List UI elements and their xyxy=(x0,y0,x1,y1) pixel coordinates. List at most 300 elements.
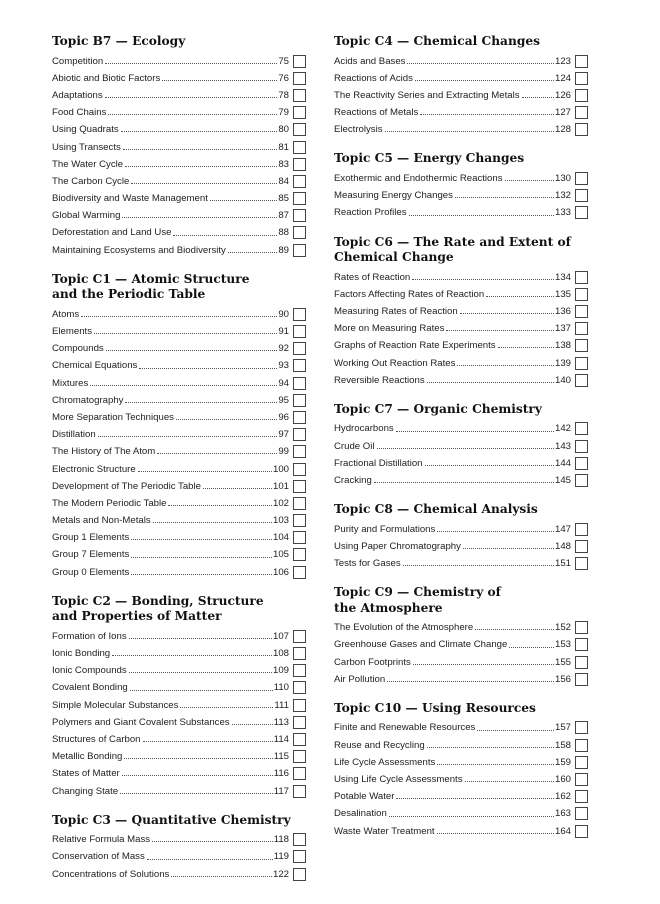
progress-checkbox[interactable] xyxy=(293,514,306,527)
progress-checkbox[interactable] xyxy=(293,850,306,863)
progress-checkbox[interactable] xyxy=(293,566,306,579)
dot-leader xyxy=(131,183,277,184)
entry-page-number: 115 xyxy=(273,751,289,763)
entry-label: Working Out Reaction Rates xyxy=(334,357,456,369)
entry-label: Polymers and Giant Covalent Substances xyxy=(52,716,230,728)
progress-checkbox[interactable] xyxy=(575,790,588,803)
contents-entry xyxy=(52,848,306,865)
contents-entry xyxy=(334,788,588,805)
contents-entry xyxy=(52,714,306,731)
contents-entry xyxy=(52,409,306,426)
progress-checkbox[interactable] xyxy=(575,457,588,470)
contents-entry xyxy=(52,392,306,409)
entry-label: Greenhouse Gases and Climate Change xyxy=(334,639,508,651)
dot-leader xyxy=(131,539,272,540)
entry-page-number: 84 xyxy=(278,175,289,187)
entry-page-number: 91 xyxy=(278,326,289,338)
entry-page-number: 124 xyxy=(554,72,571,84)
contents-entry xyxy=(334,521,588,538)
progress-checkbox[interactable] xyxy=(575,474,588,487)
entry-label: Graphs of Reaction Rate Experiments xyxy=(334,340,496,352)
entry-label: Air Pollution xyxy=(334,673,386,685)
entry-page-number: 155 xyxy=(554,656,571,668)
dot-leader xyxy=(162,80,277,81)
progress-checkbox[interactable] xyxy=(293,394,306,407)
progress-checkbox[interactable] xyxy=(293,411,306,424)
entry-page-number: 130 xyxy=(554,173,571,185)
progress-checkbox[interactable] xyxy=(293,548,306,561)
progress-checkbox[interactable] xyxy=(293,89,306,102)
dot-leader xyxy=(412,279,554,280)
dot-leader xyxy=(129,672,272,673)
dot-leader xyxy=(396,798,554,799)
entry-page-number: 93 xyxy=(278,360,289,372)
progress-checkbox[interactable] xyxy=(575,72,588,85)
topic-section xyxy=(334,585,588,688)
progress-checkbox[interactable] xyxy=(293,55,306,68)
dot-leader xyxy=(396,431,554,432)
entry-label: Atoms xyxy=(52,308,80,320)
contents-entry xyxy=(52,156,306,173)
topic-section xyxy=(334,402,588,489)
progress-checkbox[interactable] xyxy=(575,557,588,570)
progress-checkbox[interactable] xyxy=(293,480,306,493)
dot-leader xyxy=(125,402,277,403)
dot-leader xyxy=(168,505,272,506)
contents-entry xyxy=(52,765,306,782)
progress-checkbox[interactable] xyxy=(575,89,588,102)
contents-entry xyxy=(52,138,306,155)
entry-page-number: 119 xyxy=(273,851,289,863)
entry-page-number: 113 xyxy=(273,716,289,728)
dot-leader xyxy=(427,382,554,383)
contents-entry xyxy=(334,823,588,840)
entry-page-number: 83 xyxy=(278,158,289,170)
dot-leader xyxy=(94,333,277,334)
progress-checkbox[interactable] xyxy=(575,540,588,553)
dot-leader xyxy=(105,97,278,98)
entry-label: The Reactivity Series and Extracting Metals xyxy=(334,89,520,101)
progress-checkbox[interactable] xyxy=(293,463,306,476)
progress-checkbox[interactable] xyxy=(575,807,588,820)
entry-page-number: 153 xyxy=(554,639,571,651)
topic-section xyxy=(334,502,588,572)
progress-checkbox[interactable] xyxy=(293,175,306,188)
contents-entry xyxy=(52,375,306,392)
dot-leader xyxy=(138,471,272,472)
entry-page-number: 148 xyxy=(554,540,571,552)
dot-leader xyxy=(389,816,554,817)
entry-label: The Carbon Cycle xyxy=(52,175,130,187)
progress-checkbox[interactable] xyxy=(575,638,588,651)
entry-label: Covalent Bonding xyxy=(52,682,128,694)
dot-leader xyxy=(98,436,278,437)
progress-checkbox[interactable] xyxy=(293,377,306,390)
entry-label: Desalination xyxy=(334,808,387,820)
progress-checkbox[interactable] xyxy=(293,699,306,712)
progress-checkbox[interactable] xyxy=(575,422,588,435)
progress-checkbox[interactable] xyxy=(293,123,306,136)
progress-checkbox[interactable] xyxy=(293,733,306,746)
dot-leader xyxy=(427,747,554,748)
dot-leader xyxy=(437,531,554,532)
entry-page-number: 104 xyxy=(272,532,289,544)
entry-page-number: 94 xyxy=(278,377,289,389)
progress-checkbox[interactable] xyxy=(293,192,306,205)
contents-entry xyxy=(334,53,588,70)
entry-label: Reuse and Recycling xyxy=(334,739,425,751)
entry-label: More on Measuring Rates xyxy=(334,323,445,335)
entry-page-number: 142 xyxy=(554,423,571,435)
topic-title: Topic C10 — Using Resources xyxy=(334,700,536,715)
dot-leader xyxy=(415,80,554,81)
entry-page-number: 117 xyxy=(273,785,289,797)
entry-page-number: 128 xyxy=(554,124,571,136)
dot-leader xyxy=(420,114,554,115)
contents-entry xyxy=(52,628,306,645)
progress-checkbox[interactable] xyxy=(575,189,588,202)
entry-page-number: 139 xyxy=(554,357,571,369)
entry-label: Tests for Gases xyxy=(334,558,401,570)
dot-leader xyxy=(122,217,277,218)
contents-entry xyxy=(52,731,306,748)
progress-checkbox[interactable] xyxy=(575,357,588,370)
entry-page-number: 107 xyxy=(272,630,289,642)
progress-checkbox[interactable] xyxy=(293,531,306,544)
contents-entry xyxy=(334,636,588,653)
progress-checkbox[interactable] xyxy=(575,55,588,68)
entry-label: The History of The Atom xyxy=(52,446,156,458)
entry-label: Chromatography xyxy=(52,394,124,406)
entry-page-number: 136 xyxy=(554,305,571,317)
progress-checkbox[interactable] xyxy=(575,721,588,734)
progress-checkbox[interactable] xyxy=(293,325,306,338)
dot-leader xyxy=(173,235,277,236)
progress-checkbox[interactable] xyxy=(575,825,588,838)
progress-checkbox[interactable] xyxy=(575,305,588,318)
dot-leader xyxy=(143,741,273,742)
entry-label: Concentrations of Solutions xyxy=(52,868,170,880)
entry-label: Food Chains xyxy=(52,107,107,119)
progress-checkbox[interactable] xyxy=(293,445,306,458)
contents-entry xyxy=(52,242,306,259)
topic-section xyxy=(334,151,588,221)
entry-page-number: 126 xyxy=(554,89,571,101)
contents-entry xyxy=(334,87,588,104)
entry-label: Elements xyxy=(52,326,92,338)
progress-checkbox[interactable] xyxy=(575,123,588,136)
dot-leader xyxy=(387,681,554,682)
entry-page-number: 158 xyxy=(554,739,571,751)
dot-leader xyxy=(425,465,554,466)
entry-page-number: 156 xyxy=(554,673,571,685)
contents-entry xyxy=(52,70,306,87)
entry-label: States of Matter xyxy=(52,768,120,780)
dot-leader xyxy=(437,764,554,765)
progress-checkbox[interactable] xyxy=(575,271,588,284)
contents-entry xyxy=(52,748,306,765)
entry-page-number: 109 xyxy=(272,665,289,677)
entry-page-number: 162 xyxy=(554,791,571,803)
topic-section xyxy=(52,272,306,581)
entry-page-number: 92 xyxy=(278,343,289,355)
progress-checkbox[interactable] xyxy=(575,523,588,536)
entry-label: The Water Cycle xyxy=(52,158,124,170)
entry-page-number: 88 xyxy=(278,227,289,239)
dot-leader xyxy=(403,565,554,566)
dot-leader xyxy=(131,557,272,558)
progress-checkbox[interactable] xyxy=(293,868,306,881)
dot-leader xyxy=(457,365,554,366)
topic-section xyxy=(52,594,306,800)
entry-label: More Separation Techniques xyxy=(52,411,174,423)
entry-label: Global Warming xyxy=(52,210,121,222)
contents-entry xyxy=(52,645,306,662)
contents-entry xyxy=(52,104,306,121)
contents-entry xyxy=(52,121,306,138)
progress-checkbox[interactable] xyxy=(575,288,588,301)
progress-checkbox[interactable] xyxy=(293,226,306,239)
contents-entry xyxy=(52,53,306,70)
progress-checkbox[interactable] xyxy=(293,630,306,643)
dot-leader xyxy=(477,730,554,731)
dot-leader xyxy=(130,690,273,691)
entry-page-number: 114 xyxy=(273,733,289,745)
entry-label: Abiotic and Biotic Factors xyxy=(52,72,161,84)
entry-label: Changing State xyxy=(52,785,119,797)
dot-leader xyxy=(377,448,554,449)
entry-page-number: 137 xyxy=(554,323,571,335)
entry-page-number: 133 xyxy=(554,207,571,219)
dot-leader xyxy=(131,574,272,575)
progress-checkbox[interactable] xyxy=(293,716,306,729)
dot-leader xyxy=(409,215,554,216)
contents-entry xyxy=(334,269,588,286)
entry-page-number: 122 xyxy=(272,868,289,880)
entry-page-number: 81 xyxy=(278,141,289,153)
contents-entry xyxy=(334,121,588,138)
dot-leader xyxy=(129,638,272,639)
dot-leader xyxy=(505,180,554,181)
progress-checkbox[interactable] xyxy=(575,656,588,669)
entry-page-number: 145 xyxy=(554,474,571,486)
entry-page-number: 85 xyxy=(278,193,289,205)
contents-entry xyxy=(334,286,588,303)
dot-leader xyxy=(509,647,554,648)
entry-label: Life Cycle Assessments xyxy=(334,756,436,768)
entry-page-number: 151 xyxy=(554,558,571,570)
progress-checkbox[interactable] xyxy=(293,681,306,694)
entry-page-number: 103 xyxy=(272,515,289,527)
entry-label: Acids and Bases xyxy=(334,55,406,67)
entry-label: Factors Affecting Rates of Reaction xyxy=(334,288,485,300)
progress-checkbox[interactable] xyxy=(293,647,306,660)
topic-title: Topic C8 — Chemical Analysis xyxy=(334,502,538,517)
entry-label: Reaction Profiles xyxy=(334,207,407,219)
entry-page-number: 144 xyxy=(554,457,571,469)
contents-entry xyxy=(334,771,588,788)
entry-label: Development of The Periodic Table xyxy=(52,480,201,492)
entry-label: Hydrocarbons xyxy=(334,423,394,435)
entry-page-number: 90 xyxy=(278,308,289,320)
entry-label: The Modern Periodic Table xyxy=(52,497,167,509)
topic-section xyxy=(52,813,306,883)
dot-leader xyxy=(413,664,554,665)
entry-label: Adaptations xyxy=(52,89,103,101)
contents-entry xyxy=(334,671,588,688)
progress-checkbox[interactable] xyxy=(293,342,306,355)
dot-leader xyxy=(407,63,554,64)
progress-checkbox[interactable] xyxy=(575,206,588,219)
entry-label: Formation of Ions xyxy=(52,630,127,642)
contents-entry xyxy=(52,443,306,460)
progress-checkbox[interactable] xyxy=(293,72,306,85)
entry-label: Finite and Renewable Resources xyxy=(334,722,476,734)
entry-label: Electronic Structure xyxy=(52,463,136,475)
contents-entry xyxy=(334,104,588,121)
entry-label: Crude Oil xyxy=(334,440,375,452)
progress-checkbox[interactable] xyxy=(293,158,306,171)
dot-leader xyxy=(147,859,273,860)
contents-entry xyxy=(52,340,306,357)
contents-entry xyxy=(52,512,306,529)
progress-checkbox[interactable] xyxy=(293,750,306,763)
contents-entry xyxy=(52,546,306,563)
contents-entry xyxy=(52,207,306,224)
dot-leader xyxy=(460,313,554,314)
entry-page-number: 116 xyxy=(273,768,289,780)
entry-label: Group 1 Elements xyxy=(52,532,130,544)
entry-page-number: 96 xyxy=(278,411,289,423)
progress-checkbox[interactable] xyxy=(293,785,306,798)
entry-label: Carbon Footprints xyxy=(334,656,411,668)
entry-label: Reversible Reactions xyxy=(334,374,425,386)
contents-entry xyxy=(52,426,306,443)
dot-leader xyxy=(228,252,277,253)
dot-leader xyxy=(465,781,554,782)
dot-leader xyxy=(522,97,554,98)
progress-checkbox[interactable] xyxy=(293,664,306,677)
contents-entry xyxy=(52,173,306,190)
entry-page-number: 143 xyxy=(554,440,571,452)
entry-page-number: 99 xyxy=(278,446,289,458)
contents-entry xyxy=(334,170,588,187)
contents-entry xyxy=(334,455,588,472)
progress-checkbox[interactable] xyxy=(293,497,306,510)
entry-label: Structures of Carbon xyxy=(52,733,141,745)
entry-page-number: 97 xyxy=(278,429,289,441)
dot-leader xyxy=(446,330,554,331)
contents-entry xyxy=(334,619,588,636)
dot-leader xyxy=(152,841,273,842)
entry-page-number: 76 xyxy=(278,72,289,84)
progress-checkbox[interactable] xyxy=(293,209,306,222)
progress-checkbox[interactable] xyxy=(293,141,306,154)
contents-entry xyxy=(52,529,306,546)
dot-leader xyxy=(108,114,277,115)
entry-page-number: 135 xyxy=(554,288,571,300)
contents-entry xyxy=(52,190,306,207)
progress-checkbox[interactable] xyxy=(575,756,588,769)
progress-checkbox[interactable] xyxy=(293,106,306,119)
progress-checkbox[interactable] xyxy=(293,244,306,257)
progress-checkbox[interactable] xyxy=(575,106,588,119)
entry-page-number: 147 xyxy=(554,523,571,535)
dot-leader xyxy=(385,131,554,132)
topic-section xyxy=(52,34,306,259)
entry-page-number: 100 xyxy=(272,463,289,475)
contents-entry xyxy=(334,70,588,87)
progress-checkbox[interactable] xyxy=(575,374,588,387)
contents-entry xyxy=(334,538,588,555)
dot-leader xyxy=(203,488,272,489)
entry-label: Competition xyxy=(52,55,104,67)
progress-checkbox[interactable] xyxy=(575,172,588,185)
entry-page-number: 118 xyxy=(273,834,289,846)
entry-page-number: 79 xyxy=(278,107,289,119)
dot-leader xyxy=(125,166,277,167)
progress-checkbox[interactable] xyxy=(575,773,588,786)
entry-label: Using Life Cycle Assessments xyxy=(334,774,463,786)
dot-leader xyxy=(486,296,554,297)
entry-page-number: 102 xyxy=(272,497,289,509)
contents-entry xyxy=(52,866,306,883)
progress-checkbox[interactable] xyxy=(293,308,306,321)
progress-checkbox[interactable] xyxy=(293,359,306,372)
entry-label: Using Transects xyxy=(52,141,121,153)
contents-entry xyxy=(52,831,306,848)
entry-label: Exothermic and Endothermic Reactions xyxy=(334,173,503,185)
progress-checkbox[interactable] xyxy=(293,767,306,780)
topic-title: Topic C9 — Chemistry of the Atmosphere xyxy=(334,585,501,615)
contents-entry xyxy=(334,737,588,754)
dot-leader xyxy=(121,131,278,132)
entry-page-number: 80 xyxy=(278,124,289,136)
entry-label: Compounds xyxy=(52,343,104,355)
topic-title: Topic B7 — Ecology xyxy=(52,34,186,48)
progress-checkbox[interactable] xyxy=(293,428,306,441)
progress-checkbox[interactable] xyxy=(575,440,588,453)
entry-page-number: 134 xyxy=(554,271,571,283)
progress-checkbox[interactable] xyxy=(575,739,588,752)
progress-checkbox[interactable] xyxy=(575,621,588,634)
contents-entry xyxy=(334,472,588,489)
entry-label: Distillation xyxy=(52,429,96,441)
topic-title: Topic C4 — Chemical Changes xyxy=(334,34,540,48)
progress-checkbox[interactable] xyxy=(293,833,306,846)
dot-leader xyxy=(120,793,273,794)
dot-leader xyxy=(171,876,272,877)
entry-label: Ionic Compounds xyxy=(52,665,127,677)
entry-label: Maintaining Ecosystems and Biodiversity xyxy=(52,244,226,256)
progress-checkbox[interactable] xyxy=(575,339,588,352)
entry-label: Using Quadrats xyxy=(52,124,119,136)
contents-entry xyxy=(52,478,306,495)
progress-checkbox[interactable] xyxy=(575,673,588,686)
topic-title: Topic C2 — Bonding, Structure and Properties of Matter xyxy=(52,593,264,624)
dot-leader xyxy=(157,453,277,454)
dot-leader xyxy=(81,316,277,317)
entry-label: Electrolysis xyxy=(334,124,383,136)
entry-page-number: 138 xyxy=(554,340,571,352)
entry-page-number: 111 xyxy=(274,699,289,711)
entry-label: Conservation of Mass xyxy=(52,851,145,863)
contents-entry xyxy=(334,320,588,337)
entry-page-number: 110 xyxy=(273,682,289,694)
progress-checkbox[interactable] xyxy=(575,322,588,335)
contents-entry xyxy=(334,204,588,221)
dot-leader xyxy=(475,629,554,630)
